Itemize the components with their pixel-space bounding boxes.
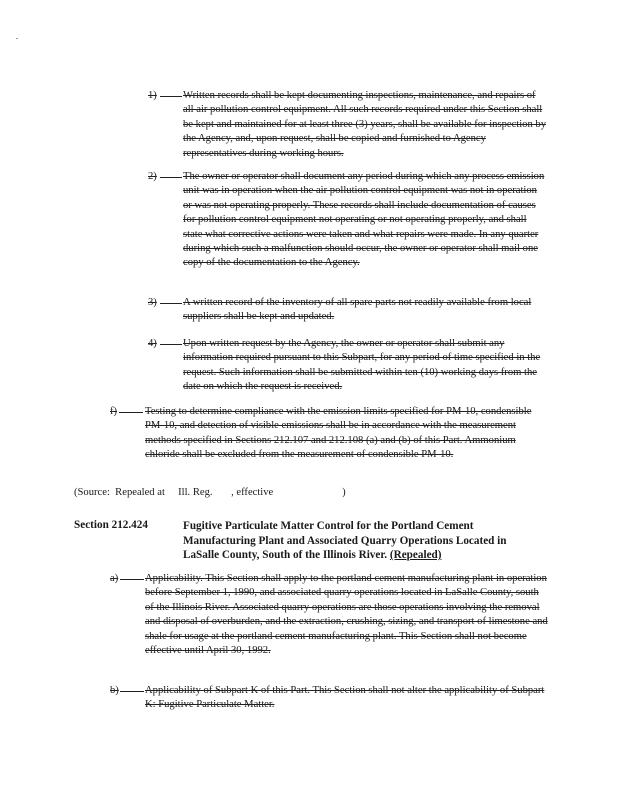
item-label: 1) (148, 90, 157, 101)
section-number: Section 212.424 (74, 519, 148, 531)
strike-leader (160, 96, 182, 97)
item-text: Testing to determine compliance with the emission limits specified for PM-10, condensible PM-10, and detection of visible emissions shall be in accordance with the measurement methods specified in Sections 212.107 and 212.108 (a) and (b) of this Part. Ammonium chloride shall be excluded from the measurement of condensible PM-10. (145, 406, 532, 461)
strike-leader (160, 303, 182, 304)
item-label: b) (110, 685, 119, 696)
item-label: 3) (148, 297, 157, 308)
list-item-a (110, 572, 550, 672)
list-item-2 (148, 170, 548, 285)
item-text: Written records shall be kept documenting inspections, maintenance, and repairs of all air pollution control equipment. All such records required under this Section shall be kept and maintained for at least three (3) years, shall be available for inspection by the Agency, and, upon request, shall be copied and furnished to Agency representatives during working hours. (183, 90, 546, 159)
section-title-text: Fugitive Particulate Matter Control for the Portland Cement Manufacturing Plant and Associated Quarry Operations Located in LaSalle County, South of the Illinois River. (183, 520, 507, 562)
item-label: 4) (148, 338, 157, 349)
source-note: (Source: Repealed at Ill. Reg. , effective ) (74, 487, 346, 498)
strike-leader (119, 412, 143, 413)
list-item-1 (148, 89, 548, 161)
list-item-4 (148, 337, 548, 395)
list-item-b (110, 684, 550, 714)
item-text: Applicability. This Section shall apply to the portland cement manufacturing plant in operation before September 1, 1990, and associated quarry operations located in LaSalle County, south of the Illinois River. Associated quarry operations are those operations involving the removal and disposal of overburden, and the extraction, crushing, sizing, and transport of limestone and shale for usage at the portland cement manufacturing plant. This Section shall not become effective until April 30, 1992. (145, 573, 548, 657)
item-label: 2) (148, 171, 157, 182)
strike-leader (160, 177, 182, 178)
section-title (183, 519, 543, 563)
item-text: The owner or operator shall document any period during which any process emission unit was in operation when the air pollution control equipment was not in operation or was not operating properly. These records shall include documentation of causes for pollution control equipment not operating or not operating properly, and shall state what corrective actions were taken and what repairs were made. In any quarter during which such a malfunction should occur, the owner or operator shall mail one copy of the documentation to the Agency. (183, 171, 545, 269)
list-item-3 (148, 296, 548, 326)
repealed-status: (Repealed) (389, 549, 442, 562)
strike-leader (120, 579, 144, 580)
item-text: Upon written request by the Agency, the owner or operator shall submit any information required pursuant to this Subpart, for any period of time specified in the request. Such information shall be submitted within ten (10) working days from the date on which the request is received. (183, 338, 541, 393)
list-item-f (110, 405, 550, 477)
item-text: A written record of the inventory of all spare parts not readily available from local suppliers shall be kept and updated. (183, 297, 532, 323)
item-text: Applicability of Subpart K of this Part. This Section shall not alter the applicability of Subpart K: Fugitive Particulate Matter. (145, 685, 545, 711)
item-label: f) (110, 406, 118, 417)
item-label: a) (110, 573, 119, 584)
scan-speck (16, 38, 18, 39)
strike-leader (120, 691, 144, 692)
strike-leader (160, 344, 182, 345)
